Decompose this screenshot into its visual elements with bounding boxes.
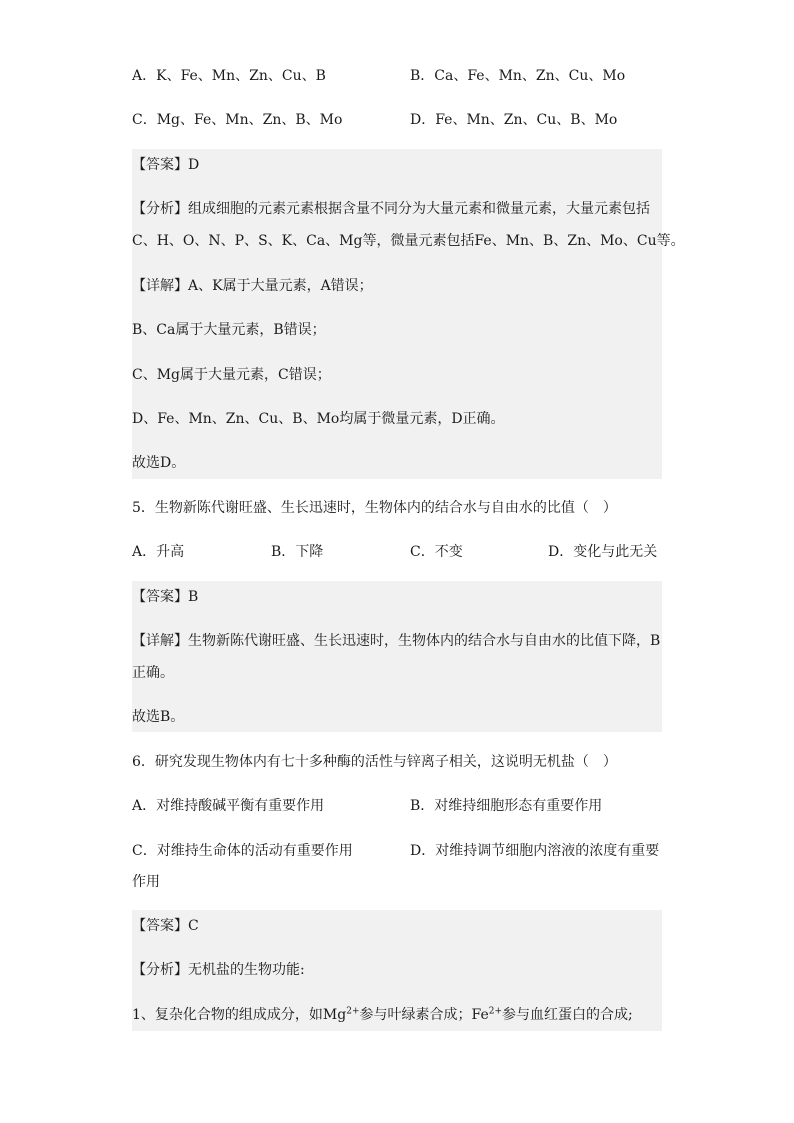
q4-conclusion: 故选D。 bbox=[132, 455, 186, 471]
q4-answer: 【答案】D bbox=[132, 157, 200, 173]
q6-option-d-line-2: 作用 bbox=[132, 874, 160, 890]
q6-option-a: A．对维持酸碱平衡有重要作用 bbox=[132, 798, 325, 814]
q4-option-a: A．K、Fe、Mn、Zn、Cu、B bbox=[132, 68, 326, 84]
q5-detail-line-2: 正确。 bbox=[132, 665, 174, 681]
q4-detail-line-1: 【详解】A、K属于大量元素，A错误； bbox=[132, 278, 373, 294]
q4-option-c: C．Mg、Fe、Mn、Zn、B、Mo bbox=[132, 112, 343, 128]
q5-option-b: B．下降 bbox=[271, 544, 324, 560]
q5-answer: 【答案】B bbox=[132, 589, 199, 605]
q4-option-d: D．Fe、Mn、Zn、Cu、B、Mo bbox=[410, 112, 618, 128]
q6-option-d-line-1: D．对维持调节细胞内溶液的浓度有重要 bbox=[410, 843, 660, 859]
q4-detail-line-2: B、Ca属于大量元素，B错误； bbox=[132, 322, 326, 338]
q5-option-c: C．不变 bbox=[410, 544, 463, 560]
q5-option-d: D．变化与此无关 bbox=[548, 544, 658, 560]
q6-option-c: C．对维持生命体的活动有重要作用 bbox=[132, 843, 353, 859]
q4-option-b: B．Ca、Fe、Mn、Zn、Cu、Mo bbox=[410, 68, 626, 84]
q4-detail-line-3: C、Mg属于大量元素，C错误； bbox=[132, 367, 331, 383]
q5-option-a: A．升高 bbox=[132, 544, 185, 560]
q4-detail-line-4: D、Fe、Mn、Zn、Cu、B、Mo均属于微量元素，D正确。 bbox=[132, 411, 505, 427]
q6-analysis-line-1: 【分析】无机盐的生物功能: bbox=[132, 962, 305, 978]
q6-answer: 【答案】C bbox=[132, 918, 199, 934]
q6-stem: 6．研究发现生物体内有七十多种酶的活性与锌离子相关，这说明无机盐（ ） bbox=[132, 754, 617, 770]
q4-analysis-line-1: 【分析】组成细胞的元素元素根据含量不同分为大量元素和微量元素，大量元素包括 bbox=[132, 201, 650, 217]
q4-analysis-line-2: C、H、O、N、P、S、K、Ca、Mg等，微量元素包括Fe、Mn、B、Zn、Mo、Cu等。 bbox=[132, 233, 685, 249]
q6-analysis-line-2: 1、复杂化合物的组成成分，如$Mg^{2+}$参与叶绿素合成；$Fe^{2+}$参与血红蛋白的合成; bbox=[132, 1006, 633, 1023]
q5-conclusion: 故选B。 bbox=[132, 709, 185, 725]
q5-stem: 5．生物新陈代谢旺盛、生长迅速时，生物体内的结合水与自由水的比值（ ） bbox=[132, 500, 617, 516]
q5-detail-line-1: 【详解】生物新陈代谢旺盛、生长迅速时，生物体内的结合水与自由水的比值下降，B bbox=[132, 633, 661, 649]
q6-option-b: B．对维持细胞形态有重要作用 bbox=[410, 798, 603, 814]
